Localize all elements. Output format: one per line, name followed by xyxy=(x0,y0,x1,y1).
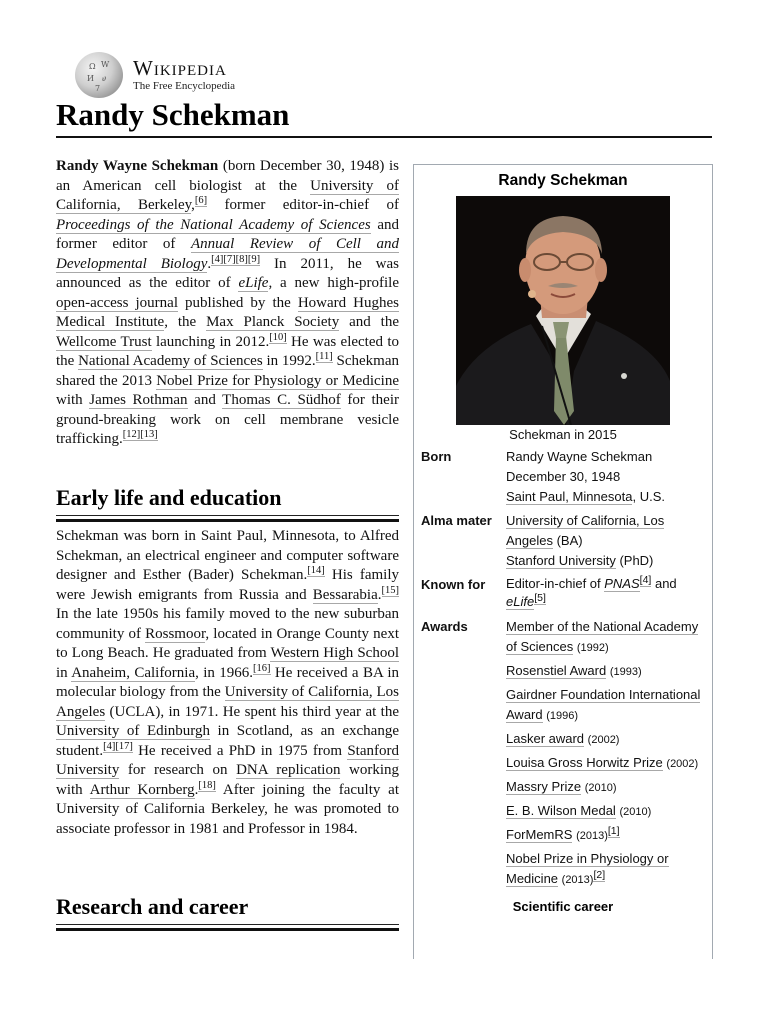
link-award[interactable]: Louisa Gross Horwitz Prize xyxy=(506,755,663,770)
link-anaheim[interactable]: Anaheim, California xyxy=(71,664,196,681)
text: In 2011, he was announced as the editor of xyxy=(56,255,399,291)
award-year: (1993) xyxy=(609,666,642,678)
link-ucla[interactable]: University of California, Los Angeles xyxy=(506,513,665,548)
text: launching in 2012. xyxy=(151,333,270,350)
award-year: (2013) xyxy=(561,874,594,886)
link-annual-review[interactable]: Annual Review of Cell and Developmental Biology xyxy=(56,236,399,272)
citation-6[interactable]: [6] xyxy=(194,195,208,206)
link-max-planck[interactable]: Max Planck Society xyxy=(206,314,340,330)
award-item xyxy=(506,849,706,890)
infobox-label: Alma mater xyxy=(421,513,492,528)
link-western-high-school[interactable]: Western High School xyxy=(270,645,399,661)
link-rossmoor[interactable]: Rossmoor xyxy=(145,625,206,642)
text: and xyxy=(651,576,677,591)
text: (UCLA), in 1971. He spent his third year at the xyxy=(105,703,399,720)
award-year: (1992) xyxy=(576,642,609,654)
link-elife[interactable]: eLife xyxy=(238,275,269,291)
text: and the xyxy=(339,314,400,330)
section-divider xyxy=(56,515,399,522)
text: with xyxy=(56,392,90,408)
citation-2[interactable]: [2] xyxy=(593,868,606,881)
wikipedia-logo[interactable] xyxy=(75,52,235,98)
award-year: (1996) xyxy=(546,710,579,722)
citation-5[interactable]: [5] xyxy=(534,591,546,604)
citation-4-7-8-9[interactable]: [4][7][8][9] xyxy=(211,253,261,265)
portrait-illustration xyxy=(456,196,670,425)
citation-12-13[interactable]: [12][13] xyxy=(122,429,158,440)
link-thomas-sudhof[interactable]: Thomas C. Südhof xyxy=(222,392,341,408)
link-elife[interactable]: eLife xyxy=(506,594,535,609)
wikipedia-globe-icon: Ω W И ሀ 7 xyxy=(75,52,123,98)
link-stanford[interactable]: Stanford University xyxy=(506,553,616,568)
infobox-section-scientific-career: Scientific career xyxy=(512,899,614,914)
text: former editor-in-chief of xyxy=(207,197,399,213)
link-bessarabia[interactable]: Bessarabia xyxy=(312,586,378,603)
text: He received a BA in molecular biology from the xyxy=(56,664,400,700)
link-dna-replication[interactable]: DNA replication xyxy=(236,762,341,778)
text: , a new high-profile xyxy=(268,275,399,291)
text: In the late 1950s his family moved to the new suburban community of xyxy=(56,606,399,642)
link-uc-berkeley[interactable]: University of California, Berkeley xyxy=(56,177,399,213)
award-item xyxy=(506,753,706,774)
citation-4-17[interactable]: [4][17] xyxy=(103,740,133,752)
early-life-body xyxy=(56,527,399,839)
text: . xyxy=(194,781,199,798)
award-item xyxy=(506,777,706,798)
text: and former editor of xyxy=(56,216,399,252)
infobox-title: Randy Schekman xyxy=(498,172,628,189)
text: in xyxy=(56,664,72,681)
page-title: Randy Schekman xyxy=(56,97,290,132)
link-arthur-kornberg[interactable]: Arthur Kornberg xyxy=(89,781,195,798)
text: His family were Jewish emigrants from Russia and xyxy=(56,567,399,603)
text: He received a PhD in 1975 from xyxy=(132,742,348,759)
award-year: (2010) xyxy=(584,782,617,794)
award-year: (2013) xyxy=(576,830,608,842)
infobox-portrait-image[interactable] xyxy=(456,196,670,425)
link-award[interactable]: Member of the National Academy of Sciences xyxy=(506,619,699,654)
citation-18[interactable]: [18] xyxy=(198,779,216,791)
link-stanford[interactable]: Stanford University xyxy=(56,742,399,778)
citation-16[interactable]: [16] xyxy=(253,662,271,674)
infobox-row-alma-mater xyxy=(414,511,712,571)
subject-name: Randy Wayne Schekman xyxy=(56,158,219,174)
text: . xyxy=(377,586,382,603)
award-year: (2002) xyxy=(666,758,699,770)
text: working with xyxy=(56,762,400,798)
text: for their ground-breaking work on cell membrane vesicle trafficking. xyxy=(56,392,399,447)
text: in Scotland, as an exchange student. xyxy=(56,723,399,759)
wikipedia-wordmark: Wikipedia xyxy=(133,55,227,80)
citation-11[interactable]: [11] xyxy=(315,351,333,362)
text: Schekman was born in Saint Paul, Minnesota, to Alfred Schekman, an electrical engineer and computer software designer and Esther (Bader) Schekman. xyxy=(56,528,399,583)
award-item xyxy=(506,617,706,658)
infobox xyxy=(413,164,713,959)
award-item xyxy=(506,729,706,750)
award-year: (2010) xyxy=(619,806,652,818)
degree: (BA) xyxy=(552,533,583,548)
link-open-access-journal[interactable]: open-access journal xyxy=(56,294,178,311)
link-wellcome-trust[interactable]: Wellcome Trust xyxy=(56,333,152,350)
link-award[interactable]: Nobel Prize in Physiology or Medicine xyxy=(506,851,669,886)
early-life-paragraph xyxy=(56,527,399,839)
citation-10[interactable]: [10] xyxy=(269,331,287,343)
link-edinburgh[interactable]: University of Edinburgh xyxy=(56,723,210,739)
infobox-label: Known for xyxy=(421,577,486,592)
link-award[interactable]: Lasker award xyxy=(506,731,585,746)
link-nobel-prize[interactable]: Nobel Prize for Physiology or Medicine xyxy=(156,372,399,389)
citation-15[interactable]: [15] xyxy=(381,584,399,596)
birth-name: Randy Wayne Schekman xyxy=(506,449,653,464)
section-heading: Early life and education xyxy=(56,485,282,510)
text: Schekman shared the 2013 xyxy=(56,353,400,389)
text: (born December 30, 1948) is an American cell biologist at the xyxy=(56,158,399,194)
link-award[interactable]: Gairdner Foundation International Award xyxy=(506,687,701,722)
text: published by the xyxy=(178,294,298,311)
award-item xyxy=(506,661,706,682)
text: for research on xyxy=(119,762,237,778)
text: . xyxy=(207,255,212,272)
award-item xyxy=(506,801,706,822)
text: , xyxy=(191,197,195,213)
award-year: (2002) xyxy=(587,734,620,746)
link-pnas[interactable]: Proceedings of the National Academy of Sciences xyxy=(56,216,371,233)
title-divider xyxy=(56,136,712,138)
link-pnas[interactable]: PNAS xyxy=(604,576,640,591)
link-hhmi[interactable]: Howard Hughes Medical Institute xyxy=(56,294,399,330)
lead-paragraph xyxy=(56,157,399,450)
link-ucla[interactable]: University of California, Los Angeles xyxy=(56,684,399,720)
degree: (PhD) xyxy=(615,553,654,568)
text: and xyxy=(187,392,223,408)
link-saint-paul[interactable]: Saint Paul, Minnesota xyxy=(506,489,633,504)
link-award[interactable]: E. B. Wilson Medal xyxy=(506,803,616,818)
award-item xyxy=(506,685,706,726)
section-divider xyxy=(56,924,399,931)
infobox-image-caption: Schekman in 2015 xyxy=(509,427,617,442)
lead-section xyxy=(56,157,399,450)
infobox-row-known-for xyxy=(414,575,712,611)
section-heading: Research and career xyxy=(56,894,249,919)
infobox-label: Awards xyxy=(421,619,468,634)
text: , the xyxy=(164,314,207,330)
citation-4[interactable]: [4] xyxy=(639,573,652,586)
link-nas[interactable]: National Academy of Sciences xyxy=(78,353,263,369)
award-item xyxy=(506,825,706,846)
infobox-row-awards xyxy=(414,617,712,893)
text: Editor-in-chief of xyxy=(506,576,605,591)
link-award[interactable]: Rosenstiel Award xyxy=(506,663,607,678)
infobox-row-born xyxy=(414,447,712,507)
section-early-life xyxy=(56,484,399,522)
section-research-career xyxy=(56,893,399,931)
link-james-rothman[interactable]: James Rothman xyxy=(89,392,188,408)
link-award[interactable]: Massry Prize xyxy=(506,779,582,794)
wikipedia-tagline: The Free Encyclopedia xyxy=(133,79,236,92)
link-award[interactable]: ForMemRS xyxy=(506,827,573,842)
citation-1[interactable]: [1] xyxy=(607,824,620,837)
text: , in 1966. xyxy=(195,664,254,681)
citation-14[interactable]: [14] xyxy=(307,565,325,576)
birth-country: , U.S. xyxy=(632,489,665,504)
infobox-label: Born xyxy=(421,449,452,464)
text: , located in Orange County next to Long Beach. He graduated from xyxy=(56,625,399,661)
text: After joining the faculty at University of California Berkeley, he was promoted to associate professor in 1981 and Professor in 1984. xyxy=(56,781,399,837)
text: in 1992. xyxy=(262,353,316,369)
birth-date: December 30, 1948 xyxy=(506,469,621,484)
text: He was elected to the xyxy=(56,333,400,369)
